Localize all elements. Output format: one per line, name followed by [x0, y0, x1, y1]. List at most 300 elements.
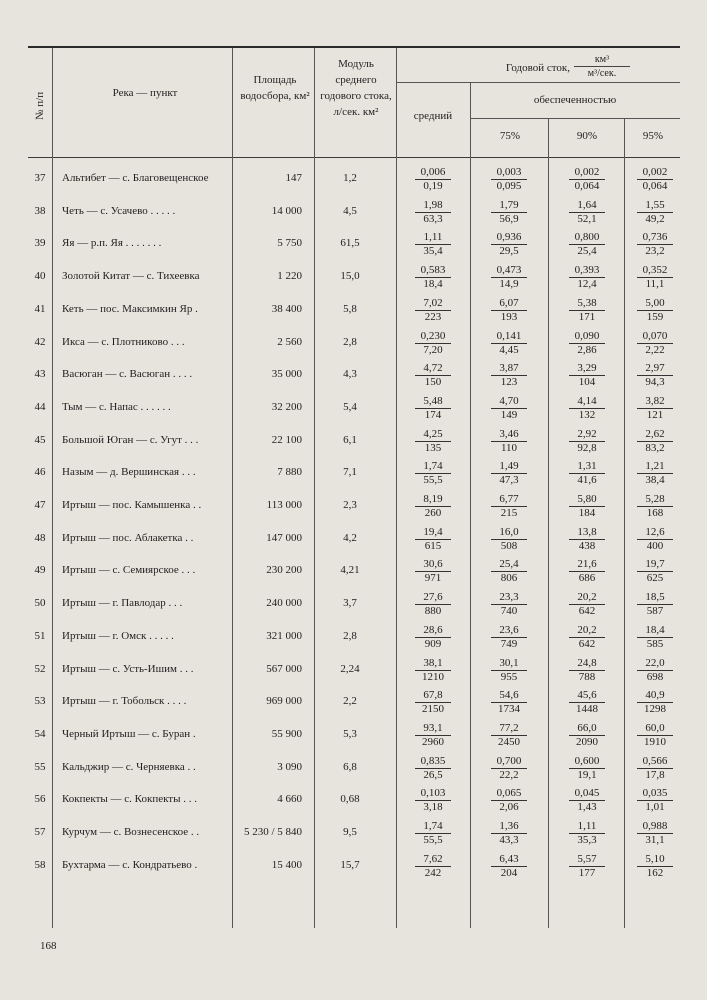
runoff-discharge: 31,1 [637, 833, 673, 847]
runoff-p90 [552, 493, 622, 520]
runoff-p75 [474, 395, 544, 422]
header-area: Площадь водосбора, км² [240, 74, 310, 102]
runoff-volume: 8,19 [423, 493, 443, 505]
row-number: 56 [34, 793, 46, 805]
runoff-discharge: 52,1 [569, 212, 605, 226]
runoff-discharge: 615 [415, 539, 451, 553]
runoff-volume: 1,21 [645, 460, 665, 472]
row-number: 53 [34, 695, 46, 707]
catchment-area: 1 220 [277, 270, 302, 282]
runoff-p75 [474, 820, 544, 847]
runoff-mean [398, 787, 468, 814]
runoff-discharge: 0,19 [415, 179, 451, 193]
river-point: Кеть — пос. Максимкин Яр . [62, 303, 198, 315]
runoff-volume: 0,006 [420, 166, 446, 178]
runoff-discharge: 215 [491, 506, 527, 520]
runoff-p90 [552, 166, 622, 193]
runoff-p95 [620, 428, 690, 455]
runoff-volume: 1,11 [423, 231, 443, 243]
runoff-volume: 20,2 [577, 591, 597, 603]
runoff-p95 [620, 231, 690, 258]
runoff-discharge: 121 [637, 408, 673, 422]
runoff-modulus: 5,3 [343, 728, 357, 740]
runoff-discharge: 55,5 [415, 833, 451, 847]
river-point: Иртыш — г. Омск . . . . . [62, 630, 174, 642]
runoff-mean [398, 362, 468, 389]
runoff-volume: 7,62 [423, 853, 443, 865]
runoff-mean [398, 297, 468, 324]
runoff-volume: 0,230 [420, 330, 446, 342]
runoff-discharge: 177 [569, 866, 605, 880]
runoff-p75 [474, 166, 544, 193]
runoff-volume: 6,43 [499, 853, 519, 865]
runoff-mean [398, 428, 468, 455]
runoff-p75 [474, 199, 544, 226]
river-point: Васюган — с. Васюган . . . . [62, 368, 193, 380]
runoff-volume: 1,11 [577, 820, 597, 832]
runoff-mean [398, 460, 468, 487]
runoff-discharge: 25,4 [569, 244, 605, 258]
runoff-p95 [620, 591, 690, 618]
runoff-p90 [552, 820, 622, 847]
runoff-volume: 5,38 [577, 297, 597, 309]
runoff-p90 [552, 199, 622, 226]
runoff-discharge: 17,8 [637, 768, 673, 782]
runoff-volume: 16,0 [499, 526, 519, 538]
runoff-p90 [552, 395, 622, 422]
runoff-mean [398, 624, 468, 651]
runoff-volume: 24,8 [577, 657, 597, 669]
runoff-p90 [552, 787, 622, 814]
catchment-area: 147 000 [266, 532, 302, 544]
runoff-volume: 0,936 [496, 231, 522, 243]
runoff-volume: 1,64 [577, 199, 597, 211]
runoff-volume: 22,0 [645, 657, 665, 669]
col-divider [52, 48, 53, 928]
catchment-area: 15 400 [271, 859, 302, 871]
runoff-p90 [552, 330, 622, 357]
runoff-p95 [620, 558, 690, 585]
runoff-discharge: 2,86 [569, 343, 605, 357]
runoff-p95 [620, 362, 690, 389]
runoff-discharge: 909 [415, 637, 451, 651]
runoff-modulus: 0,68 [340, 793, 360, 805]
runoff-volume: 4,14 [577, 395, 597, 407]
col-divider [396, 48, 397, 928]
runoff-discharge: 162 [637, 866, 673, 880]
runoff-discharge: 642 [569, 637, 605, 651]
catchment-area: 32 200 [271, 401, 302, 413]
river-point: Иртыш — с. Семиярское . . . [62, 564, 196, 576]
runoff-discharge: 193 [491, 310, 527, 324]
runoff-volume: 1,55 [645, 199, 665, 211]
col-divider [548, 118, 549, 928]
runoff-p95 [620, 166, 690, 193]
runoff-p75 [474, 493, 544, 520]
runoff-volume: 6,07 [499, 297, 519, 309]
runoff-volume: 40,9 [645, 689, 665, 701]
runoff-discharge: 168 [637, 506, 673, 520]
runoff-discharge: 438 [569, 539, 605, 553]
river-point: Иртыш — с. Усть-Ишим . . . [62, 663, 194, 675]
runoff-discharge: 47,3 [491, 473, 527, 487]
row-number: 41 [34, 303, 46, 315]
runoff-p95 [620, 330, 690, 357]
runoff-discharge: 7,20 [415, 343, 451, 357]
runoff-discharge: 242 [415, 866, 451, 880]
runoff-discharge: 642 [569, 604, 605, 618]
runoff-discharge: 94,3 [637, 375, 673, 389]
runoff-volume: 3,82 [645, 395, 665, 407]
runoff-modulus: 1,2 [343, 172, 357, 184]
runoff-p95 [620, 755, 690, 782]
runoff-volume: 0,090 [574, 330, 600, 342]
runoff-p75 [474, 853, 544, 880]
runoff-p75 [474, 330, 544, 357]
runoff-volume: 13,8 [577, 526, 597, 538]
runoff-volume: 4,25 [423, 428, 443, 440]
runoff-discharge: 56,9 [491, 212, 527, 226]
runoff-discharge: 12,4 [569, 277, 605, 291]
runoff-volume: 23,3 [499, 591, 519, 603]
col-divider [470, 82, 471, 928]
runoff-modulus: 2,8 [343, 630, 357, 642]
runoff-discharge: 104 [569, 375, 605, 389]
runoff-p75 [474, 689, 544, 716]
runoff-volume: 1,98 [423, 199, 443, 211]
runoff-volume: 18,5 [645, 591, 665, 603]
runoff-volume: 0,835 [420, 755, 446, 767]
runoff-volume: 2,92 [577, 428, 597, 440]
runoff-volume: 0,141 [496, 330, 522, 342]
catchment-area: 55 900 [271, 728, 302, 740]
runoff-p95 [620, 493, 690, 520]
header-runoff-unit-top: км³ [594, 54, 610, 65]
runoff-discharge: 4,45 [491, 343, 527, 357]
catchment-area: 7 880 [277, 466, 302, 478]
runoff-discharge: 38,4 [637, 473, 673, 487]
runoff-modulus: 2,3 [343, 499, 357, 511]
runoff-p90 [552, 657, 622, 684]
runoff-volume: 5,00 [645, 297, 665, 309]
runoff-discharge: 2960 [415, 735, 451, 749]
runoff-discharge: 749 [491, 637, 527, 651]
runoff-discharge: 2,22 [637, 343, 673, 357]
runoff-mean [398, 493, 468, 520]
row-number: 51 [34, 630, 46, 642]
row-number: 45 [34, 434, 46, 446]
runoff-discharge: 508 [491, 539, 527, 553]
runoff-volume: 45,6 [577, 689, 597, 701]
runoff-p90 [552, 264, 622, 291]
runoff-discharge: 1,01 [637, 800, 673, 814]
runoff-volume: 1,31 [577, 460, 597, 472]
catchment-area: 969 000 [266, 695, 302, 707]
catchment-area: 14 000 [271, 205, 302, 217]
runoff-discharge: 135 [415, 441, 451, 455]
runoff-discharge: 11,1 [637, 277, 673, 291]
runoff-discharge: 1448 [569, 702, 605, 716]
header-river: Река — пункт [112, 87, 178, 99]
runoff-modulus: 5,4 [343, 401, 357, 413]
runoff-p75 [474, 460, 544, 487]
table-header-rule [28, 157, 680, 158]
runoff-p75 [474, 362, 544, 389]
river-point: Четь — с. Усачево . . . . . [62, 205, 176, 217]
header-modul: Модуль среднего годового стока, л/сек. км² [320, 58, 392, 118]
runoff-p75 [474, 264, 544, 291]
runoff-discharge: 2450 [491, 735, 527, 749]
runoff-volume: 5,28 [645, 493, 665, 505]
runoff-mean [398, 330, 468, 357]
runoff-mean [398, 166, 468, 193]
catchment-area: 3 090 [277, 761, 302, 773]
header-row-number: № п/п [34, 91, 46, 120]
runoff-volume: 0,473 [496, 264, 522, 276]
row-number: 39 [34, 237, 46, 249]
runoff-p90 [552, 460, 622, 487]
river-point: Икса — с. Плотниково . . . [62, 336, 185, 348]
runoff-p75 [474, 787, 544, 814]
runoff-p95 [620, 297, 690, 324]
runoff-modulus: 5,8 [343, 303, 357, 315]
runoff-volume: 7,02 [423, 297, 443, 309]
header-runoff: Годовой сток, [505, 62, 570, 74]
river-point: Иртыш — пос. Аблакетка . . [62, 532, 194, 544]
runoff-p75 [474, 591, 544, 618]
runoff-discharge: 204 [491, 866, 527, 880]
runoff-discharge: 159 [637, 310, 673, 324]
runoff-modulus: 15,7 [340, 859, 360, 871]
row-number: 40 [34, 270, 46, 282]
river-point: Черный Иртыш — с. Буран . [62, 728, 196, 740]
header-p90: 90% [576, 130, 598, 142]
runoff-p90 [552, 689, 622, 716]
row-number: 50 [34, 597, 46, 609]
runoff-discharge: 587 [637, 604, 673, 618]
runoff-discharge: 171 [569, 310, 605, 324]
catchment-area: 35 000 [271, 368, 302, 380]
river-point: Альтибет — с. Благовещенское [62, 172, 209, 184]
runoff-volume: 1,74 [423, 460, 443, 472]
runoff-modulus: 3,7 [343, 597, 357, 609]
runoff-discharge: 150 [415, 375, 451, 389]
row-number: 58 [34, 859, 46, 871]
runoff-volume: 28,6 [423, 624, 443, 636]
runoff-volume: 19,7 [645, 558, 665, 570]
row-number: 43 [34, 368, 46, 380]
runoff-volume: 0,393 [574, 264, 600, 276]
runoff-p95 [620, 689, 690, 716]
runoff-discharge: 625 [637, 571, 673, 585]
river-point: Большой Юган — с. Угут . . . [62, 434, 199, 446]
row-number: 38 [34, 205, 46, 217]
runoff-volume: 27,6 [423, 591, 443, 603]
runoff-p90 [552, 853, 622, 880]
runoff-p90 [552, 755, 622, 782]
runoff-volume: 1,74 [423, 820, 443, 832]
table-top-rule [28, 46, 680, 48]
runoff-p95 [620, 624, 690, 651]
runoff-volume: 0,583 [420, 264, 446, 276]
runoff-discharge: 223 [415, 310, 451, 324]
runoff-discharge: 14,9 [491, 277, 527, 291]
runoff-modulus: 4,21 [340, 564, 360, 576]
catchment-area: 240 000 [266, 597, 302, 609]
runoff-p95 [620, 395, 690, 422]
runoff-discharge: 740 [491, 604, 527, 618]
runoff-volume: 0,103 [420, 787, 446, 799]
runoff-mean [398, 199, 468, 226]
row-number: 52 [34, 663, 46, 675]
runoff-discharge: 23,2 [637, 244, 673, 258]
runoff-mean [398, 689, 468, 716]
runoff-discharge: 110 [491, 441, 527, 455]
runoff-discharge: 0,064 [637, 179, 673, 193]
runoff-p75 [474, 657, 544, 684]
runoff-volume: 60,0 [645, 722, 665, 734]
catchment-area: 38 400 [271, 303, 302, 315]
runoff-volume: 5,80 [577, 493, 597, 505]
row-number: 37 [34, 172, 46, 184]
runoff-mean [398, 558, 468, 585]
runoff-p95 [620, 657, 690, 684]
runoff-p95 [620, 460, 690, 487]
header-mean: средний [413, 110, 453, 122]
runoff-modulus: 61,5 [340, 237, 360, 249]
runoff-volume: 3,46 [499, 428, 519, 440]
runoff-volume: 54,6 [499, 689, 519, 701]
runoff-mean [398, 231, 468, 258]
runoff-volume: 38,1 [423, 657, 443, 669]
river-point: Яя — р.п. Яя . . . . . . . [62, 237, 162, 249]
river-point: Золотой Китат — с. Тихеевка [62, 270, 200, 282]
runoff-discharge: 2150 [415, 702, 451, 716]
catchment-area: 567 000 [266, 663, 302, 675]
runoff-p75 [474, 722, 544, 749]
header-subrule [470, 118, 680, 119]
runoff-volume: 0,065 [496, 787, 522, 799]
catchment-area: 4 660 [277, 793, 302, 805]
runoff-mean [398, 755, 468, 782]
runoff-p90 [552, 428, 622, 455]
runoff-p75 [474, 558, 544, 585]
runoff-volume: 5,48 [423, 395, 443, 407]
river-point: Иртыш — г. Тобольск . . . . [62, 695, 187, 707]
runoff-discharge: 35,4 [415, 244, 451, 258]
catchment-area: 5 230 / 5 840 [243, 826, 302, 838]
row-number: 49 [34, 564, 46, 576]
runoff-discharge: 955 [491, 670, 527, 684]
catchment-area: 22 100 [271, 434, 302, 446]
runoff-volume: 77,2 [499, 722, 519, 734]
runoff-mean [398, 722, 468, 749]
runoff-volume: 0,045 [574, 787, 600, 799]
runoff-volume: 0,988 [642, 820, 668, 832]
runoff-discharge: 22,2 [491, 768, 527, 782]
runoff-volume: 2,97 [645, 362, 665, 374]
runoff-discharge: 880 [415, 604, 451, 618]
river-point: Бухтарма — с. Кондратьево . [62, 859, 198, 871]
runoff-p75 [474, 428, 544, 455]
runoff-p95 [620, 820, 690, 847]
runoff-discharge: 83,2 [637, 441, 673, 455]
runoff-discharge: 35,3 [569, 833, 605, 847]
runoff-modulus: 15,0 [340, 270, 360, 282]
runoff-discharge: 174 [415, 408, 451, 422]
runoff-p75 [474, 624, 544, 651]
catchment-area: 230 200 [266, 564, 302, 576]
runoff-volume: 93,1 [423, 722, 443, 734]
runoff-discharge: 92,8 [569, 441, 605, 455]
runoff-p90 [552, 231, 622, 258]
runoff-volume: 66,0 [577, 722, 597, 734]
runoff-discharge: 698 [637, 670, 673, 684]
runoff-mean [398, 395, 468, 422]
runoff-discharge: 0,095 [491, 179, 527, 193]
runoff-discharge: 41,6 [569, 473, 605, 487]
river-point: Тым — с. Напас . . . . . . [62, 401, 171, 413]
runoff-volume: 1,79 [499, 199, 519, 211]
runoff-p90 [552, 558, 622, 585]
runoff-discharge: 0,064 [569, 179, 605, 193]
runoff-discharge: 123 [491, 375, 527, 389]
runoff-discharge: 2090 [569, 735, 605, 749]
row-number: 47 [34, 499, 46, 511]
header-p75: 75% [499, 130, 521, 142]
runoff-p90 [552, 722, 622, 749]
runoff-discharge: 184 [569, 506, 605, 520]
runoff-volume: 3,87 [499, 362, 519, 374]
runoff-volume: 1,49 [499, 460, 519, 472]
row-number: 57 [34, 826, 46, 838]
runoff-mean [398, 264, 468, 291]
runoff-discharge: 149 [491, 408, 527, 422]
runoff-mean [398, 526, 468, 553]
runoff-discharge: 1734 [491, 702, 527, 716]
runoff-volume: 2,62 [645, 428, 665, 440]
runoff-volume: 4,70 [499, 395, 519, 407]
river-point: Иртыш — г. Павлодар . . . [62, 597, 183, 609]
runoff-modulus: 4,3 [343, 368, 357, 380]
runoff-volume: 25,4 [499, 558, 519, 570]
runoff-mean [398, 591, 468, 618]
runoff-p90 [552, 591, 622, 618]
runoff-discharge: 63,3 [415, 212, 451, 226]
runoff-discharge: 1,43 [569, 800, 605, 814]
runoff-volume: 21,6 [577, 558, 597, 570]
header-subrule [396, 82, 680, 83]
runoff-volume: 1,36 [499, 820, 519, 832]
runoff-modulus: 2,2 [343, 695, 357, 707]
runoff-volume: 4,72 [423, 362, 443, 374]
runoff-discharge: 43,3 [491, 833, 527, 847]
catchment-area: 5 750 [277, 237, 302, 249]
runoff-volume: 0,002 [574, 166, 600, 178]
runoff-discharge: 806 [491, 571, 527, 585]
runoff-p90 [552, 526, 622, 553]
river-point: Кальджир — с. Черняевка . . [62, 761, 196, 773]
runoff-discharge: 3,18 [415, 800, 451, 814]
runoff-volume: 18,4 [645, 624, 665, 636]
runoff-discharge: 400 [637, 539, 673, 553]
runoff-p90 [552, 624, 622, 651]
runoff-modulus: 7,1 [343, 466, 357, 478]
row-number: 48 [34, 532, 46, 544]
runoff-volume: 12,6 [645, 526, 665, 538]
catchment-area: 2 560 [277, 336, 302, 348]
runoff-p95 [620, 264, 690, 291]
